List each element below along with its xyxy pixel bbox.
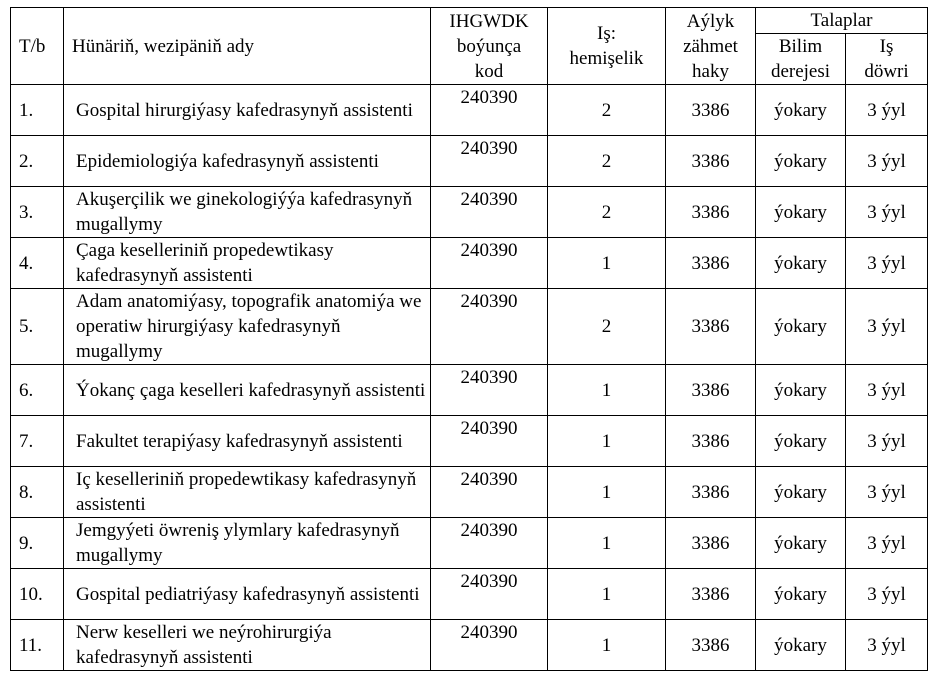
- row-degree: ýokary: [756, 187, 846, 238]
- row-degree: ýokary: [756, 136, 846, 187]
- row-rate: 2: [548, 136, 666, 187]
- row-code: 240390: [431, 365, 548, 416]
- table-row: [11, 85, 928, 136]
- row-position-name: Gospital pediatriýasy kafedrasynyň assistenti: [64, 569, 431, 620]
- header-code: [431, 8, 548, 85]
- table-row: [11, 365, 928, 416]
- table-row: [11, 416, 928, 467]
- row-degree: ýokary: [756, 518, 846, 569]
- row-salary: 3386: [666, 289, 756, 365]
- header-rate-line: Iş:: [597, 23, 616, 44]
- header-degree-line: Bilim: [778, 36, 823, 57]
- row-period: 3 ýyl: [846, 620, 928, 671]
- row-rate: 1: [548, 238, 666, 289]
- row-period: 3 ýyl: [846, 518, 928, 569]
- row-rate: 2: [548, 85, 666, 136]
- table-row: [11, 289, 928, 365]
- row-degree: ýokary: [756, 416, 846, 467]
- row-code: 240390: [431, 416, 548, 467]
- row-number: 7.: [11, 416, 64, 467]
- row-position-name: Epidemiologiýa kafedrasynyň assistenti: [64, 136, 431, 187]
- header-code-line: IHGWDK: [449, 10, 529, 32]
- row-period: 3 ýyl: [846, 136, 928, 187]
- row-code: 240390: [431, 467, 548, 518]
- header-salary-line: haky: [692, 60, 729, 82]
- row-period: 3 ýyl: [846, 467, 928, 518]
- row-code: 240390: [431, 187, 548, 238]
- row-salary: 3386: [666, 136, 756, 187]
- table-row: [11, 569, 928, 620]
- row-rate: 1: [548, 365, 666, 416]
- row-number: 4.: [11, 238, 64, 289]
- row-degree: ýokary: [756, 569, 846, 620]
- table-row: [11, 467, 928, 518]
- row-salary: 3386: [666, 238, 756, 289]
- row-code: 240390: [431, 289, 548, 365]
- row-position-name: Gospital hirurgiýasy kafedrasynyň assistenti: [64, 85, 431, 136]
- row-salary: 3386: [666, 416, 756, 467]
- row-number: 11.: [11, 620, 64, 671]
- row-period: 3 ýyl: [846, 416, 928, 467]
- header-period-line: Iş: [879, 36, 894, 57]
- row-rate: 1: [548, 416, 666, 467]
- row-salary: 3386: [666, 518, 756, 569]
- row-salary: 3386: [666, 467, 756, 518]
- row-position-name: Nerw keselleri we neýrohirurgiýa kafedrasynyň assistenti: [64, 620, 431, 671]
- row-period: 3 ýyl: [846, 365, 928, 416]
- row-position-name: Fakultet terapiýasy kafedrasynyň assistenti: [64, 416, 431, 467]
- row-degree: ýokary: [756, 467, 846, 518]
- row-salary: 3386: [666, 620, 756, 671]
- row-rate: 2: [548, 187, 666, 238]
- row-salary: 3386: [666, 187, 756, 238]
- row-degree: ýokary: [756, 85, 846, 136]
- row-position-name: Çaga keselleriniň propedewtikasy kafedrasynyň assistenti: [64, 238, 431, 289]
- table-row: [11, 238, 928, 289]
- row-period: 3 ýyl: [846, 238, 928, 289]
- row-code: 240390: [431, 620, 548, 671]
- row-number: 1.: [11, 85, 64, 136]
- table-body: [11, 85, 928, 671]
- row-number: 6.: [11, 365, 64, 416]
- row-salary: 3386: [666, 365, 756, 416]
- row-degree: ýokary: [756, 238, 846, 289]
- row-number: 8.: [11, 467, 64, 518]
- row-period: 3 ýyl: [846, 569, 928, 620]
- header-rate: [548, 8, 666, 85]
- table-row: [11, 518, 928, 569]
- row-position-name: Adam anatomiýasy, topografik anatomiýa we operatiw hirurgiýasy kafedrasynyň mugallymy: [64, 289, 431, 365]
- row-position-name: Iç keselleriniň propedewtikasy kafedrasynyň assistenti: [64, 467, 431, 518]
- row-rate: 2: [548, 289, 666, 365]
- header-degree: [756, 34, 846, 85]
- row-degree: ýokary: [756, 620, 846, 671]
- vacancy-table: [10, 7, 928, 671]
- header-period: [846, 34, 928, 85]
- table-row: [11, 620, 928, 671]
- row-code: 240390: [431, 569, 548, 620]
- row-code: 240390: [431, 136, 548, 187]
- row-rate: 1: [548, 467, 666, 518]
- row-rate: 1: [548, 518, 666, 569]
- table-header: [11, 8, 928, 85]
- row-number: 5.: [11, 289, 64, 365]
- header-rate-line: hemişelik: [569, 48, 644, 69]
- row-period: 3 ýyl: [846, 85, 928, 136]
- header-salary: [666, 8, 756, 85]
- row-position-name: Ýokanç çaga keselleri kafedrasynyň assistenti: [64, 365, 431, 416]
- table-row: [11, 136, 928, 187]
- header-no: T/b: [11, 8, 64, 85]
- row-rate: 1: [548, 620, 666, 671]
- row-number: 9.: [11, 518, 64, 569]
- row-code: 240390: [431, 238, 548, 289]
- row-number: 10.: [11, 569, 64, 620]
- row-period: 3 ýyl: [846, 187, 928, 238]
- row-code: 240390: [431, 85, 548, 136]
- row-salary: 3386: [666, 85, 756, 136]
- row-salary: 3386: [666, 569, 756, 620]
- row-number: 2.: [11, 136, 64, 187]
- row-degree: ýokary: [756, 365, 846, 416]
- row-position-name: Jemgyýeti öwreniş ylymlary kafedrasynyň mugallymy: [64, 518, 431, 569]
- header-name: Hünäriň, wezipäniň ady: [64, 8, 431, 85]
- row-position-name: Akuşerçilik we ginekologiýýa kafedrasynyň mugallymy: [64, 187, 431, 238]
- header-salary-line: Aýlyk: [686, 10, 735, 32]
- header-degree-line: derejesi: [770, 61, 831, 82]
- row-degree: ýokary: [756, 289, 846, 365]
- row-period: 3 ýyl: [846, 289, 928, 365]
- header-code-line: boýunça: [456, 35, 522, 57]
- header-requirements: Talaplar: [756, 8, 928, 34]
- header-period-line: döwri: [864, 61, 909, 82]
- header-salary-line: zähmet: [683, 35, 738, 57]
- row-code: 240390: [431, 518, 548, 569]
- row-rate: 1: [548, 569, 666, 620]
- table-row: [11, 187, 928, 238]
- header-code-line: kod: [474, 60, 504, 82]
- row-number: 3.: [11, 187, 64, 238]
